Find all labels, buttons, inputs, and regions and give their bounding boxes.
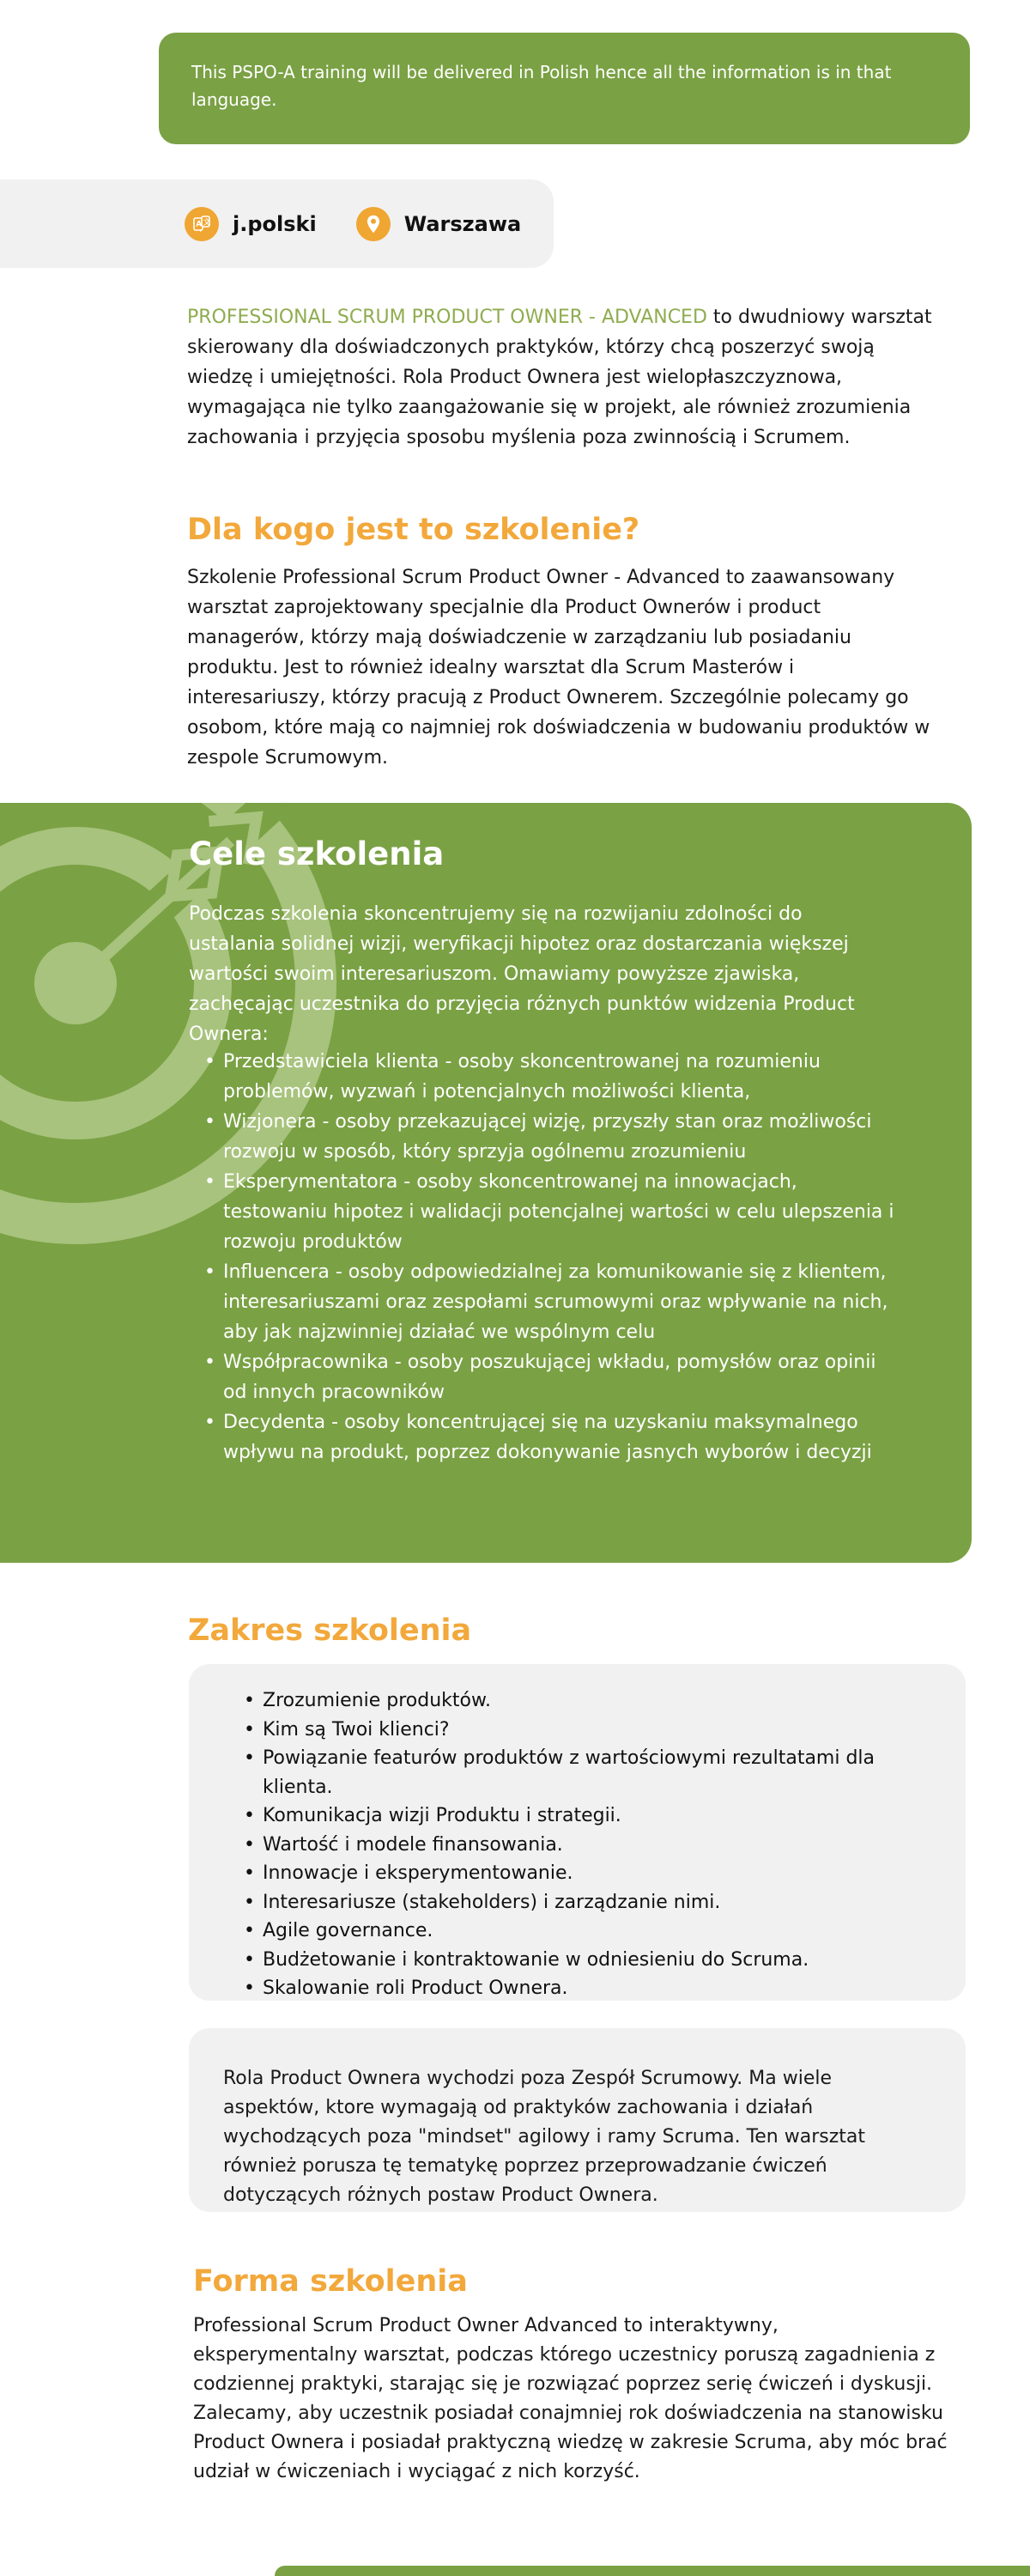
format-section-body: Professional Scrum Product Owner Advanced to interaktywny, eksperymentalny warsztat, podczas którego uczestnicy poruszą zagadnienia z codziennej praktyki, starając się je rozwiązać poprzez serię ćwiczeń i dyskusji. Zalecamy, aby uczestnik posiadał conajmniej rok doświadczenia na stanowisku Product Ownera i posiadał praktyczną wiedzę w zakresie Scruma, aby móc brać udział w ćwiczeniach i wyciągać z nich korzyść.	[193, 2315, 948, 2482]
intro-text: to dwudniowy warsztat skierowany dla doświadczonych praktyków, którzy chcą poszerzyć swoją wiedzę i umiejętności. Rola Product Ownera jest wielopłaszczyznowa, wymagająca nie tylko zaangażowanie się w projekt, ale również zrozumienia zachowania i przyjęcia sposobu myślenia poza zwinnością i Scrumem.	[187, 307, 932, 448]
scope-note-box	[189, 2028, 966, 2212]
list-item: • Influencera - osoby odpowiedzialnej za komunikowanie się z klientem, interesariuszami oraz zespołami scrumowymi oraz wpływanie na nich, aby jak najzwinniej działać we wspólnym celu	[203, 1257, 900, 1347]
location-badge-label: Warszawa	[403, 211, 522, 236]
language-badge	[185, 207, 317, 241]
format-section-title: Forma szkolenia	[193, 2264, 468, 2299]
language-notice-text: This PSPO-A training will be delivered in Polish hence all the information is in that language.	[191, 62, 892, 110]
list-item: • Komunikacja wizji Produktu i strategii.	[240, 1801, 914, 1831]
translate-icon	[185, 207, 219, 241]
list-item: • Zrozumienie produktów.	[240, 1686, 914, 1716]
svg-text:A: A	[196, 220, 203, 228]
who-section-body: Szkolenie Professional Scrum Product Owner - Advanced to zaawansowany warsztat zaprojektowany specjalnie dla Product Ownerów i product managerów, którzy mają doświadczenie w zarządzaniu lub posiadaniu produktu. Jest to również idealny warsztat dla Scrum Masterów i interesariuszy, którzy pracują z Product Ownerem. Szczególnie polecamy go osobom, które mają co najmniej rok doświadczenia w budowaniu produktów w zespole Scrumowym.	[187, 567, 930, 769]
list-item: • Agile governance.	[240, 1917, 914, 1946]
list-item: • Współpracownika - osoby poszukującej wkładu, pomysłów oraz opinii od innych pracowników	[203, 1347, 900, 1407]
scope-bullet-list	[240, 1686, 914, 2003]
list-item: • Decydenta - osoby koncentrującej się na uzyskaniu maksymalnego wpływu na produkt, poprzez dokonywanie jasnych wyborów i decyzji	[203, 1407, 900, 1467]
next-section-panel-edge	[275, 2566, 1030, 2576]
scope-topics-box	[189, 1664, 966, 2001]
list-item: • Skalowanie roli Product Ownera.	[240, 1974, 914, 2003]
language-notice-banner	[159, 33, 970, 144]
list-item: • Budżetowanie i kontraktowanie w odniesieniu do Scruma.	[240, 1946, 914, 1975]
list-item: • Wizjonera - osoby przekazującej wizję, przyszły stan oraz możliwości rozwoju w sposób, który sprzyja ogólnemu zrozumieniu	[203, 1107, 900, 1167]
goals-section-title: Cele szkolenia	[189, 835, 445, 872]
list-item: • Przedstawiciela klienta - osoby skoncentrowanej na rozumieniu problemów, wyzwań i potencjalnych możliwości klienta,	[203, 1047, 900, 1107]
course-meta-bar	[0, 179, 554, 268]
list-item: • Kim są Twoi klienci?	[240, 1716, 914, 1745]
list-item: • Powiązanie featurów produktów z wartościowymi rezultatami dla klienta.	[240, 1744, 914, 1801]
list-item: • Wartość i modele finansowania.	[240, 1831, 914, 1860]
who-section-title: Dla kogo jest to szkolenie?	[187, 513, 640, 547]
intro-paragraph	[187, 302, 936, 453]
list-item: • Interesariusze (stakeholders) i zarządzanie nimi.	[240, 1888, 914, 1917]
list-item: • Innowacje i eksperymentowanie.	[240, 1859, 914, 1888]
pspo-advanced-link[interactable]: PROFESSIONAL SCRUM PRODUCT OWNER - ADVANCED	[187, 307, 707, 328]
location-pin-icon	[356, 207, 391, 241]
location-badge	[356, 207, 521, 241]
language-badge-label: j.polski	[233, 211, 317, 236]
list-item: • Eksperymentatora - osoby skoncentrowanej na innowacjach, testowaniu hipotez i walidacji potencjalnej wartości w celu ulepszenia i rozwoju produktów	[203, 1167, 900, 1257]
goals-section-panel	[0, 803, 972, 1563]
scope-section-title: Zakres szkolenia	[188, 1613, 472, 1648]
goals-bullet-list	[203, 1047, 900, 1467]
goals-section-intro: Podczas szkolenia skoncentrujemy się na rozwijaniu zdolności do ustalania solidnej wizji, weryfikacji hipotez oraz dostarczania większej wartości swoim interesariuszom. Omawiamy powyższe zjawiska, zachęcając uczestnika do przyjęcia różnych punktów widzenia Product Ownera:	[189, 903, 855, 1045]
scope-note-text: Rola Product Ownera wychodzi poza Zespół Scrumowy. Ma wiele aspektów, ktore wymagają od praktyków zachowania i działań wychodzących poza "mindset" agilowy i ramy Scruma. Ten warsztat również porusza tę tematykę poprzez przeprowadzanie ćwiczeń dotyczących różnych postaw Product Ownera.	[223, 2068, 865, 2206]
svg-text:文: 文	[203, 218, 211, 227]
